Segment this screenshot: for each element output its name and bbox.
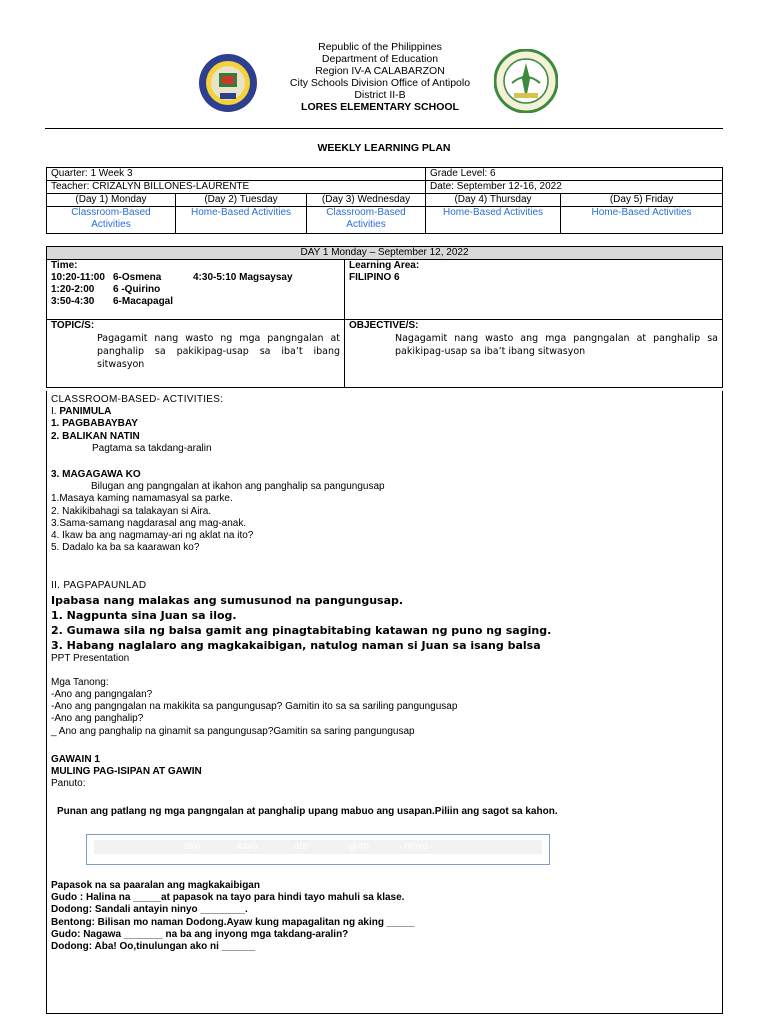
day-header: (Day 4) Thursday [426,194,561,207]
topic-text: Pagagamit nang wasto ng mga pangngalan at panghalip sa pakikipag-usap sa iba’t ibang sitwasyon [97,333,340,370]
choice-word: guro [349,841,370,852]
time-cell [47,260,345,320]
area-cell [345,260,723,320]
section-value: 6 -Quirino [113,284,161,295]
area-label: Learning Area: [349,260,420,271]
choice-word: kayo [237,841,259,852]
header-line: City Schools Division Office of Antipolo [289,77,471,89]
day-mode: Classroom-Based Activities [307,207,426,234]
panimula-label: PANIMULA [59,406,112,418]
dialog-line: Bentong: Bilisan mo naman Dodong.Ayaw kung mapagalitan ng aking _____ [51,916,415,928]
item-2-sub: Pagtama sa takdang-aralin [92,442,212,454]
item-3: 3. MAGAGAWA KO [51,469,141,481]
time-extra: 4:30-5:10 Magsaysay [193,272,293,283]
dialog-block [51,880,716,953]
item-3-instructions: Bilugan ang pangngalan at ikahon ang panghalip sa pangungusap [91,481,385,493]
school-name: LORES ELEMENTARY SCHOOL [301,101,459,113]
pagpapaunlad-line: 3. Habang naglalaro ang magkakaibigan, natulog naman si Juan sa isang balsa [51,638,541,652]
dialog-line: Gudo : Halina na _____at papasok na tayo para hindi tayo mahuli sa klase. [51,892,405,904]
dialog-line: Gudo: Nagawa _______ na ba ang inyong mga takdang-aralin? [51,928,349,940]
header-line: Department of Education [321,53,439,65]
panimula [51,406,716,418]
question: _ Ano ang panghalip na ginamit sa pangungusap?Gamitin sa saring pangungusap [51,725,415,737]
panuto-text: Punan ang patlang ng mga pangngalan at panghalip upang mabuo ang usapan.Piliin ang sagot sa kahon. [57,806,558,818]
time-value: 3:50-4:30 [51,296,95,307]
item-1: 1. PAGBABAYBAY [51,418,138,430]
choice-word: ako [184,841,201,852]
sentence: 5. Dadalo ka ba sa kaarawan ko? [51,542,200,554]
day1-title: DAY 1 Monday – September 12, 2022 [47,247,723,260]
area-value: FILIPINO 6 [349,272,400,283]
time-row [51,284,340,296]
day-mode: Home-Based Activities [561,207,723,234]
objective-cell [345,320,723,388]
dialog-title: Papasok na sa paaralan ang magkakaibigan [51,880,260,891]
activities-heading: CLASSROOM-BASED- ACTIVITIES: [51,394,224,405]
sentence: 3.Sama-samang nagdarasal ang mag-anak. [51,517,247,529]
letterhead [230,41,530,113]
pagpapaunlad-line: 1. Nagpunta sina Juan sa ilog. [51,608,237,622]
item-2: 2. BALIKAN NATIN [51,430,140,442]
question: -Ano ang pangngalan na makikita sa pangungusap? Gamitin ito sa sa sariling pangungusap [51,701,458,713]
panuto-label: Panuto: [51,778,86,790]
questions-label: Mga Tanong: [51,676,109,688]
day-mode: Home-Based Activities [426,207,561,234]
choices-strip [94,840,542,854]
choice-word: ninyo [404,841,428,852]
time-row [51,296,340,308]
question: -Ano ang pangngalan? [51,689,153,701]
time-row [51,272,340,284]
topic-cell [47,320,345,388]
page-title: WEEKLY LEARNING PLAN [317,142,451,154]
part-2-heading: II. PAGPAPAUNLAD [51,580,147,592]
day-header: (Day 3) Wednesday [307,194,426,207]
section-value: 6-Osmena [113,272,162,283]
day-header: (Day 5) Friday [561,194,723,207]
header-rule [45,128,723,129]
header-line: Republic of the Philippines [318,41,442,53]
dialog-line: Dodong: Aba! Oo,tinulungan ako ni ______ [51,941,256,953]
day-header: (Day 1) Monday [47,194,176,207]
time-value: 10:20-11:00 [51,272,105,283]
topic-label: TOPIC/S: [51,320,95,331]
dialog-line: Dodong: Sandali antayin ninyo ________. [51,904,248,916]
gawain-subtitle: MULING PAG-ISIPAN AT GAWIN [51,766,202,778]
date: Date: September 12-16, 2022 [426,181,723,194]
day-mode: Home-Based Activities [176,207,307,234]
header-line: Region IV-A CALABARZON [315,65,445,77]
sentence: 2. Nakikibahagi sa talakayan si Aira. [51,505,212,517]
choices-box [86,834,550,865]
objective-text: Nagagamit nang wasto ang mga pangngalan at panghalip sa pakikipag-usap sa iba’t ibang sitwasyon [395,333,719,357]
section-value: 6-Macapagal [113,296,174,307]
time-value: 1:20-2:00 [51,284,95,295]
teacher: Teacher: CRIZALYN BILLONES-LAURENTE [47,181,426,194]
header-line: District II-B [354,89,406,101]
info-table [46,167,723,234]
day-header: (Day 2) Tuesday [176,194,307,207]
pagpapaunlad-line: 2. Gumawa sila ng balsa gamit ang pinagtabitabing katawan ng puno ng saging. [51,623,552,637]
day-mode: Classroom-Based Activities [47,207,176,234]
sentence: 4. Ikaw ba ang nagmamay-ari ng aklat na ito? [51,530,254,542]
choice-word: ate [294,841,308,852]
sentence: 1.Masaya kaming namamasyal sa parke. [51,493,233,505]
grade-level: Grade Level: 6 [426,168,723,181]
activities-content [51,394,716,819]
ppt-note: PPT Presentation [51,652,130,664]
gawain-title: GAWAIN 1 [51,753,100,765]
question: -Ano ang panghalip? [51,713,144,725]
roman-numeral: I. [51,406,57,418]
objective-label: OBJECTIVE/S: [349,320,419,331]
day1-table [46,246,723,388]
time-label: Time: [51,260,78,271]
quarter: Quarter: 1 Week 3 [47,168,426,181]
pagpapaunlad-line: Ipabasa nang malakas ang sumusunod na pangungusap. [51,593,404,607]
